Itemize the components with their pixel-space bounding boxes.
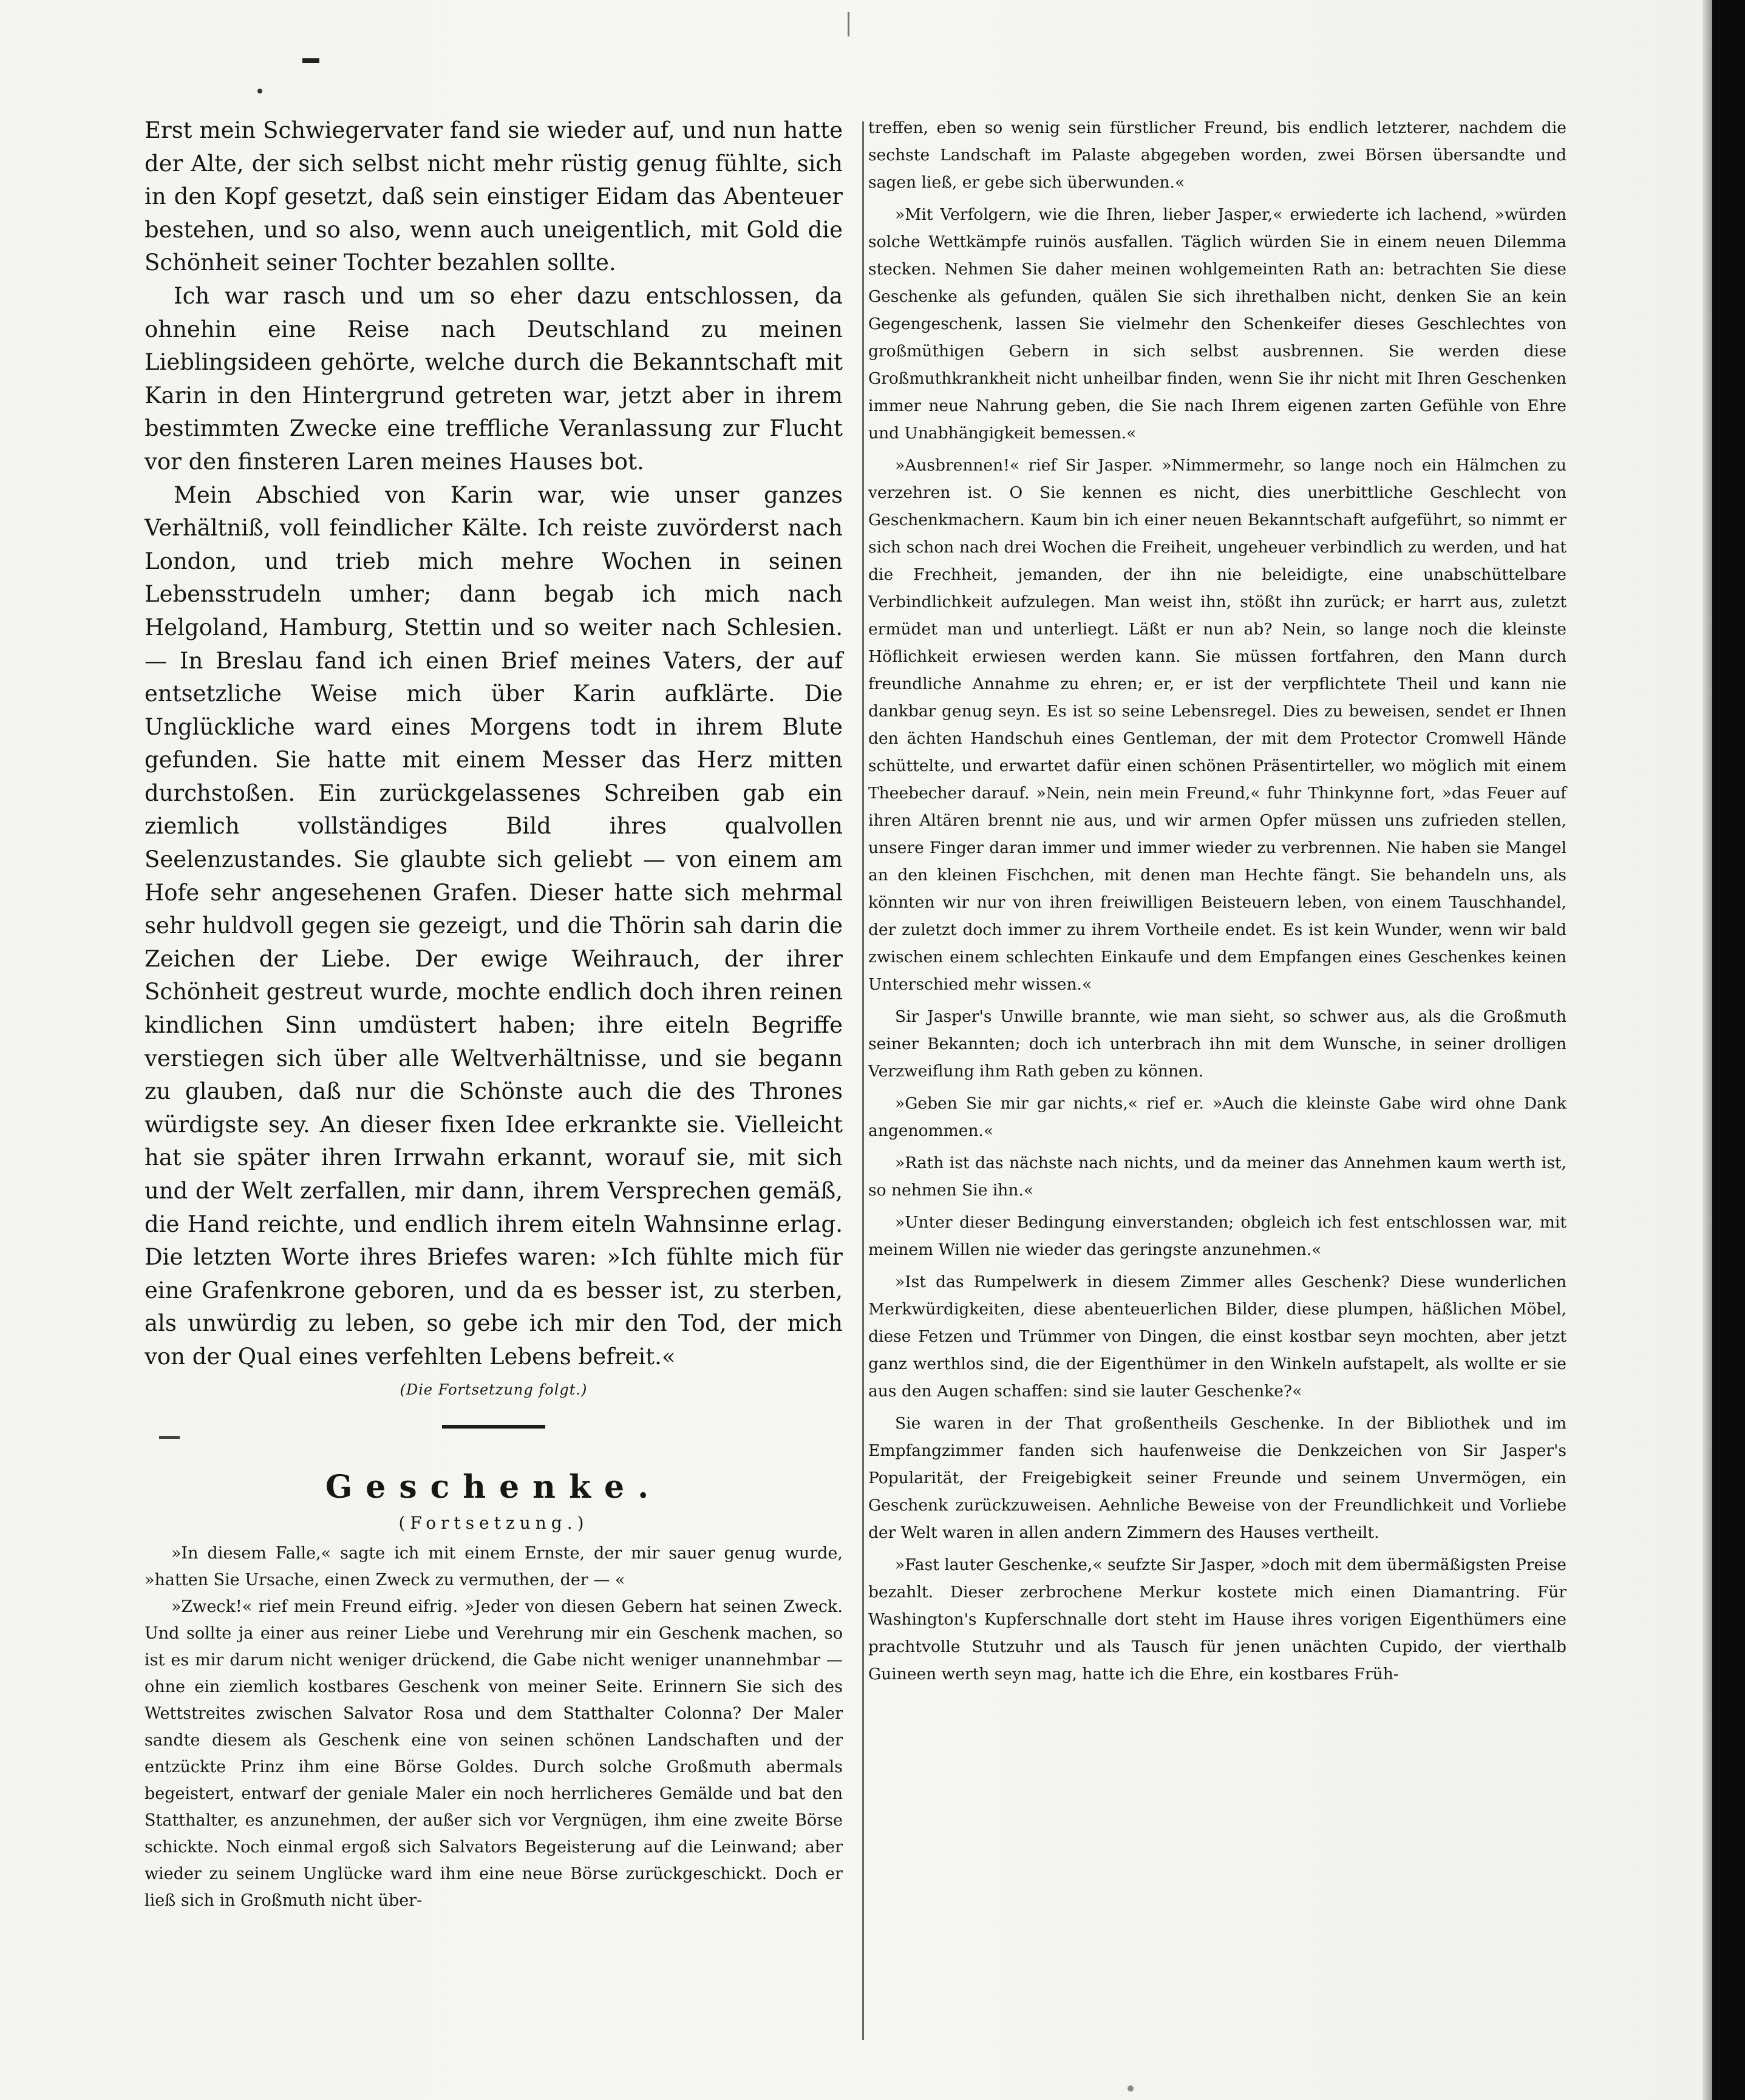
article-paragraph: »Zweck!« rief mein Freund eifrig. »Jeder von diesen Gebern hat seinen Zweck. Und sollte ja einer aus reiner Liebe und Verehrung mir ein Geschenk machen, so ist es mir darum nicht weniger drückend, die Gabe nicht weniger unannehmbar — ohne ein ziemlich kostbares Geschenk von meiner Seite. Erinnern Sie sich des Wettstreites zwischen Salvator Rosa und dem Statthalter Colonna? Der Maler sandte diesem als Geschenk eine von seinen schönen Landschaften und der entzückte Prinz ihm eine Börse Goldes. Durch solche Großmuth abermals begeistert, entwarf der geniale Maler ein noch herrlicheres Gemälde und bat den Statthalter, es anzunehmen, der außer sich vor Vergnügen, ihm eine zweite Börse schickte. Noch einmal ergoß sich Salvators Begeisterung auf die Leinwand; aber wieder zu seinem Unglücke ward ihm eine neue Börse zurückgeschickt. Doch er ließ sich in Großmuth nicht über- <box>145 1597 843 1910</box>
paragraph: »Mit Verfolgern, wie die Ihren, lieber Jasper,« erwiederte ich lachend, »würden solche Wettkämpfe ruinös ausfallen. Täglich würden Sie in einem neuen Dilemma stecken. Nehmen Sie daher meinen wohlgemeinten Rath an: betrachten Sie diese Geschenke als gefunden, quälen Sie sich ihrethalben nicht, denken Sie an kein Gegengeschenk, lassen Sie vielmehr den Schenkeifer dieses Geschlechtes von großmüthigen Gebern in sich selbst ausbrennen. Sie werden diese Großmuthkrankheit nicht unheilbar finden, wenn Sie ihr nicht mit Ihren Geschenken immer neue Nahrung geben, die Sie nach Ihrem eigenen zarten Gefühle von Ehre und Unabhängigkeit bemessen.« <box>868 205 1566 443</box>
paragraph: »Unter dieser Bedingung einverstanden; obgleich ich fest entschlossen war, mit meinem Willen nie wieder das geringste anzunehmen.« <box>868 1213 1566 1259</box>
paragraph: »Ist das Rumpelwerk in diesem Zimmer alles Geschenk? Diese wunderlichen Merkwürdigkeiten, diese abenteuerlichen Bilder, diese plumpen, häßlichen Möbel, diese Fetzen und Trümmer von Dingen, die einst kostbar seyn mochten, aber jetzt ganz werthlos sind, die der Eigenthümer in den Winkeln aufstapelt, als wollte er sie aus den Augen schaffen: sind sie lauter Geschenke?« <box>868 1273 1566 1401</box>
article-subtitle: (Fortsetzung.) <box>398 1512 589 1533</box>
ink-speck <box>848 12 849 36</box>
article-paragraph: »In diesem Falle,« sagte ich mit einem Ernste, der mir sauer genug wurde, »hatten Sie Ursache, einen Zweck zu vermuthen, der — « <box>145 1543 843 1589</box>
ink-speck <box>302 58 319 63</box>
continuation-note: (Die Fortsetzung folgt.) <box>400 1381 588 1398</box>
scan-border <box>1712 0 1745 2100</box>
paragraph: »Fast lauter Geschenke,« seufzte Sir Jasper, »doch mit dem übermäßigsten Preise bezahlt. Dieser zerbrochene Merkur kostete mich einen Diamantring. Für Washington's Kupferschnalle dort steht im Hause ihres vorigen Eigenthümers eine prachtvolle Stutzuhr und als Tausch für jenen unächten Cupido, der vierthalb Guineen werth seyn mag, hatte ich die Ehre, ein kostbares Früh- <box>868 1555 1566 1684</box>
paragraph: »Geben Sie mir gar nichts,« rief er. »Auch die kleinste Gabe wird ohne Dank angenommen.« <box>868 1094 1566 1140</box>
column-divider <box>862 121 864 2040</box>
left-column <box>145 114 843 1914</box>
ink-speck <box>257 89 262 93</box>
ink-speck <box>1128 2085 1134 2092</box>
paragraph: Sie waren in der That großentheils Geschenke. In der Bibliothek und im Empfangzimmer fanden sich haufenweise die Denkzeichen von Sir Jasper's Popularität, der Freigebigkeit seiner Freunde und seinem Unvermögen, ein Geschenk zurückzuweisen. Aehnliche Beweise von der Freundlichkeit und Vorliebe der Welt waren in allen andern Zimmern des Hauses vertheilt. <box>868 1414 1566 1542</box>
paragraph: »Ausbrennen!« rief Sir Jasper. »Nimmermehr, so lange noch ein Hälmchen zu verzehren ist. O Sie kennen es nicht, dies unerbittliche Geschlecht von Geschenkmachern. Kaum bin ich einer neuen Bekanntschaft aufgeführt, so nimmt er sich schon nach drei Wochen die Freiheit, ungeheuer verbindlich zu werden, und hat die Frechheit, jemanden, der ihn nie beleidigte, eine unabschüttelbare Verbindlichkeit aufzulegen. Man weist ihn, stößt ihn zurück; er harrt aus, zuletzt ermüdet man und unterliegt. Läßt er nun ab? Nein, so lange noch die kleinste Höflichkeit erwiesen werden kann. Sie müssen fortfahren, den Mann durch freundliche Annahme zu ehren; er, er ist der verpflichtete Theil und kann nie dankbar genug seyn. Es ist so seine Lebensregel. Dies zu beweisen, sendet er Ihnen den ächten Handschuh eines Gentleman, der mit dem Protector Cromwell Hände schüttelte, und erwartet dafür einen schönen Präsentirteller, wo möglich mit einem Theebecher darauf. »Nein, nein mein Freund,« fuhr Thinkynne fort, »das Feuer auf ihren Altären brennt nie aus, und wir armen Opfer müssen uns zufrieden stellen, unsere Finger daran immer und immer wieder zu verbrennen. Nie haben sie Mangel an den kleinen Fischchen, mit denen man Hechte fängt. Sie behandeln uns, als könnten wir nur von ihren freiwilligen Beisteuern leben, von einem Tauschhandel, der zuletzt doch immer zu ihrem Vortheile endet. Es ist kein Wunder, wenn wir bald zwischen einem schlechten Einkaufe und dem Empfangen eines Geschenkes keinen Unterschied mehr wissen.« <box>868 456 1566 994</box>
section-rule <box>442 1425 545 1429</box>
paragraph: Mein Abschied von Karin war, wie unser ganzes Verhältniß, voll feindlicher Kälte. Ich reiste zuvörderst nach London, und trieb mich mehre Wochen in seinen Lebensstrudeln umher; dann begab ich mich nach Helgoland, Hamburg, Stettin und so weiter nach Schlesien. — In Breslau fand ich einen Brief meines Vaters, der auf entsetzliche Weise mich über Karin aufklärte. Die Unglückliche ward eines Morgens todt in ihrem Blute gefunden. Sie hatte mit einem Messer das Herz mitten durchstoßen. Ein zurückgelassenes Schreiben gab ein ziemlich vollständiges Bild ihres qualvollen Seelenzustandes. Sie glaubte sich geliebt — von einem am Hofe sehr angesehenen Grafen. Dieser hatte sich mehrmal sehr huldvoll gegen sie gezeigt, und die Thörin sah darin die Zeichen der Liebe. Der ewige Weihrauch, der ihrer Schönheit gestreut wurde, mochte endlich doch ihren reinen kindlichen Sinn umdüstert haben; ihre eiteln Begriffe verstiegen sich über alle Weltverhältnisse, und sie begann zu glauben, daß nur die Schönste auch die des Thrones würdigste sey. An dieser fixen Idee erkrankte sie. Vielleicht hat sie später ihren Irrwahn erkannt, worauf sie, mit sich und der Welt zerfallen, mir dann, ihrem Versprechen gemäß, die Hand reichte, und endlich ihrem eiteln Wahnsinne erlag. Die letzten Worte ihres Briefes waren: »Ich fühlte mich für eine Grafenkrone geboren, und da es besser ist, zu sterben, als unwürdig zu leben, so gebe ich mir den Tod, der mich von der Qual eines verfehlten Lebens befreit.« <box>145 481 843 1370</box>
article-title: Geschenke. <box>325 1468 662 1506</box>
paragraph: Erst mein Schwiegervater fand sie wieder auf, und nun hatte der Alte, der sich selbst nicht mehr rüstig genug fühlte, sich in den Kopf gesetzt, daß sein einstiger Eidam das Abenteuer bestehen, und so also, wenn auch uneigentlich, mit Gold die Schönheit seiner Tochter bezahlen sollte. <box>145 117 843 276</box>
page-edge-strip <box>1702 0 1712 2100</box>
paragraph: treffen, eben so wenig sein fürstlicher Freund, bis endlich letzterer, nachdem die sechste Landschaft im Palaste abgegeben worden, zwei Börsen übersandte und sagen ließ, er gebe sich überwunden.« <box>868 118 1566 192</box>
paragraph: Sir Jasper's Unwille brannte, wie man sieht, so schwer aus, als die Großmuth seiner Bekannten; doch ich unterbrach ihn mit dem Wunsche, in seiner drolligen Verzweiflung ihm Rath geben zu können. <box>868 1007 1566 1081</box>
paragraph: »Rath ist das nächste nach nichts, und da meiner das Annehmen kaum werth ist, so nehmen Sie ihn.« <box>868 1154 1566 1200</box>
paragraph: Ich war rasch und um so eher dazu entschlossen, da ohnehin eine Reise nach Deutschland zu meinen Lieblingsideen gehörte, welche durch die Bekanntschaft mit Karin in den Hintergrund getreten war, jetzt aber in ihrem bestimmten Zwecke eine treffliche Veranlassung zur Flucht vor den finsteren Laren meines Hauses bot. <box>145 282 843 475</box>
right-column <box>868 114 1566 1688</box>
